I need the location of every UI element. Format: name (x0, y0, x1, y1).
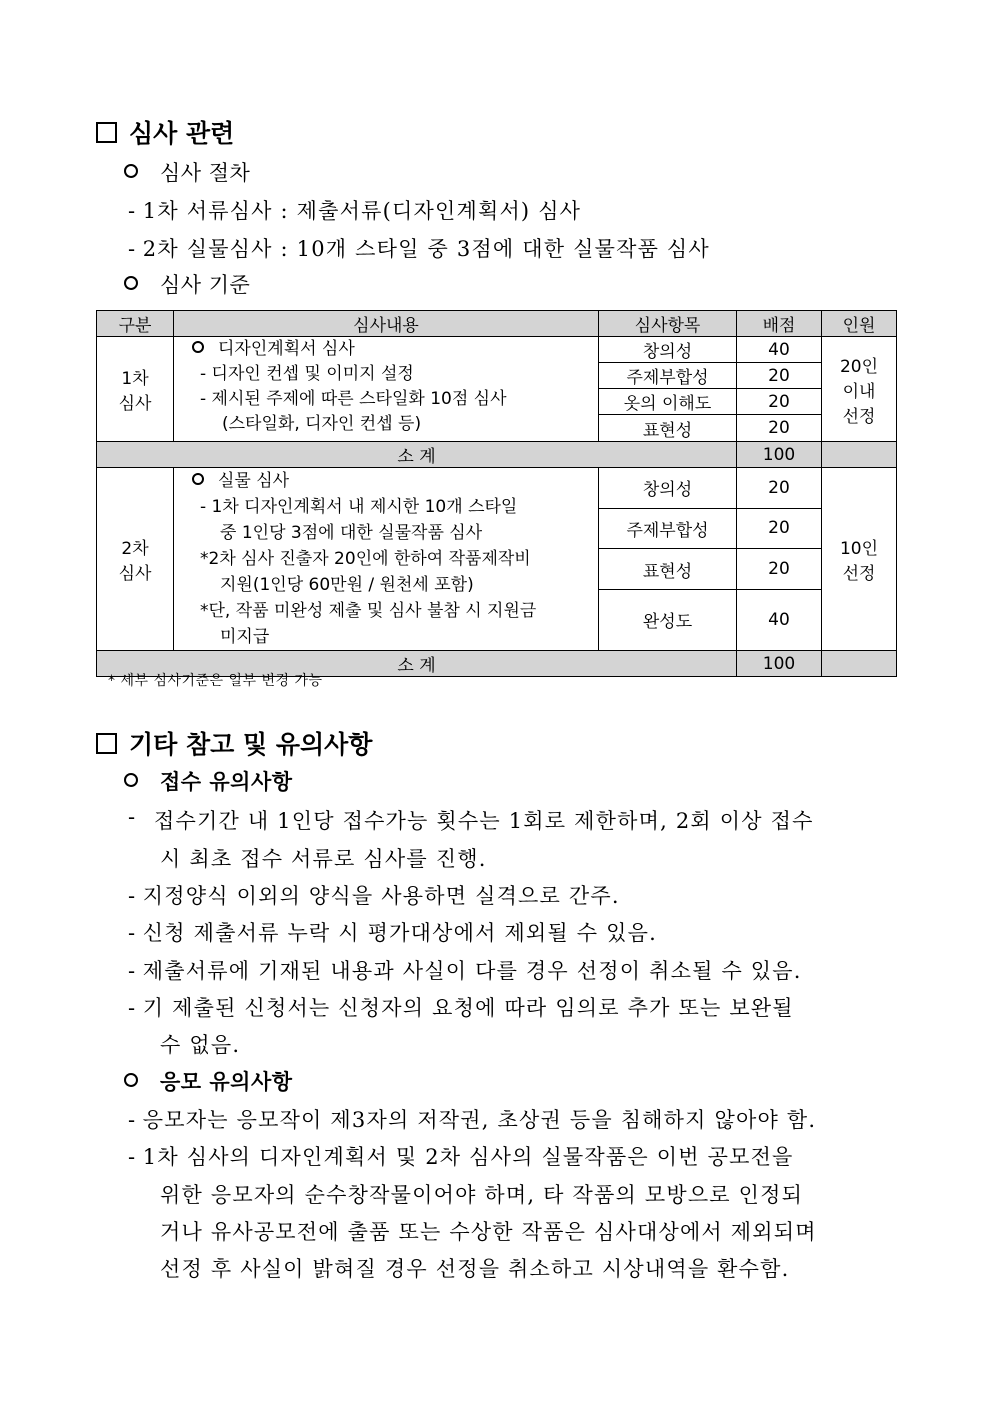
item-score: 20 (737, 508, 822, 549)
checkbox-square-icon (96, 733, 117, 754)
item-name: 완성도 (599, 589, 737, 650)
item-name: 창의성 (599, 468, 737, 509)
subtotal-value: 100 (737, 651, 822, 677)
header-content: 심사내용 (174, 311, 599, 337)
round2-people: 10인 선정 (822, 468, 897, 651)
item-name: 옷의 이해도 (599, 389, 737, 415)
criteria-table (96, 310, 897, 677)
circle-bullet-icon (192, 473, 204, 485)
table-footnote: * 세부 심사기준은 일부 변경 가능 (108, 673, 323, 689)
circle-bullet-icon (192, 341, 204, 353)
subtotal-value: 100 (737, 442, 822, 468)
entry-item: - 응모자는 응모작이 제3자의 저작권, 초상권 등을 침해하지 않아야 함. (128, 1108, 817, 1132)
round1-people: 20인 이내 선정 (822, 337, 897, 442)
round1-label: 1차 심사 (97, 337, 174, 442)
header-people: 인원 (822, 311, 897, 337)
subheading-criteria: 심사 기준 (120, 269, 250, 299)
item-score: 40 (737, 589, 822, 650)
table-header-row (97, 311, 897, 337)
receipt-item: - 지정양식 이외의 양식을 사용하면 실격으로 간주. (128, 884, 620, 908)
item-score: 20 (737, 363, 822, 389)
receipt-item-continued: 시 최초 접수 서류로 심사를 진행. (160, 847, 487, 871)
item-score: 20 (737, 389, 822, 415)
entry-item-continued: 거나 유사공모전에 출품 또는 수상한 작품은 심사대상에서 제외되며 (160, 1220, 817, 1244)
section-heading-notes (96, 725, 372, 761)
header-score: 배점 (737, 311, 822, 337)
header-item: 심사항목 (599, 311, 737, 337)
receipt-item: - 제출서류에 기재된 내용과 사실이 다를 경우 선정이 취소될 수 있음. (128, 959, 802, 983)
subtotal-row (97, 442, 897, 468)
item-name: 주제부합성 (599, 508, 737, 549)
item-score: 20 (737, 549, 822, 590)
header-category: 구분 (97, 311, 174, 337)
item-name: 주제부합성 (599, 363, 737, 389)
section-heading-review (96, 114, 234, 150)
item-score: 20 (737, 415, 822, 442)
checkbox-square-icon (96, 122, 117, 143)
procedure-item: - 2차 실물심사 : 10개 스타일 중 3점에 대한 실물작품 심사 (128, 237, 710, 261)
section-title: 심사 관련 (129, 119, 235, 148)
entry-item-continued: 위한 응모자의 순수창작물이어야 하며, 타 작품의 모방으로 인정되 (160, 1183, 804, 1207)
circle-bullet-icon (124, 276, 138, 290)
item-name: 표현성 (599, 549, 737, 590)
item-name: 창의성 (599, 337, 737, 363)
section-title: 기타 참고 및 유의사항 (129, 730, 373, 759)
circle-bullet-icon (124, 1073, 138, 1087)
subheading-receipt: 접수 유의사항 (120, 766, 293, 796)
round2-content: 실물 심사 - 1차 디자인계획서 내 제시한 10개 스타일 중 1인당 3점에 대한 실물작품 심사 *2차 심사 진출자 20인에 한하여 작품제작비 지원(1인당 60만원 / 원천세 포함) *단, 작품 미완성 제출 및 심사 불참 시 지원금 미지급 (174, 468, 599, 651)
table-row (97, 468, 897, 509)
item-name: 표현성 (599, 415, 737, 442)
procedure-item: - 1차 서류심사 : 제출서류(디자인계획서) 심사 (128, 199, 582, 223)
subheading-entry: 응모 유의사항 (120, 1066, 293, 1096)
item-score: 40 (737, 337, 822, 363)
item-score: 20 (737, 468, 822, 509)
receipt-item: - 접수기간 내 1인당 접수가능 횟수는 1회로 제한하며, 2회 이상 접수 (128, 805, 814, 833)
subtotal-label: 소 계 (97, 442, 737, 468)
circle-bullet-icon (124, 773, 138, 787)
subtotal-label: 소 계 (97, 651, 737, 677)
receipt-item: - 신청 제출서류 누락 시 평가대상에서 제외될 수 있음. (128, 921, 657, 945)
receipt-item: - 기 제출된 신청서는 신청자의 요청에 따라 임의로 추가 또는 보완될 (128, 996, 794, 1020)
table-row (97, 337, 897, 363)
round1-content: 디자인계획서 심사 - 디자인 컨셉 및 이미지 설정 - 제시된 주제에 따른 스타일화 10점 심사 (스타일화, 디자인 컨셉 등) (174, 337, 599, 442)
round2-label: 2차 심사 (97, 468, 174, 651)
receipt-item-continued: 수 없음. (160, 1033, 241, 1057)
subheading-procedure: 심사 절차 (120, 157, 250, 187)
entry-item: - 1차 심사의 디자인계획서 및 2차 심사의 실물작품은 이번 공모전을 (128, 1145, 794, 1169)
circle-bullet-icon (124, 164, 138, 178)
entry-item-continued: 선정 후 사실이 밝혀질 경우 선정을 취소하고 시상내역을 환수함. (160, 1257, 790, 1281)
